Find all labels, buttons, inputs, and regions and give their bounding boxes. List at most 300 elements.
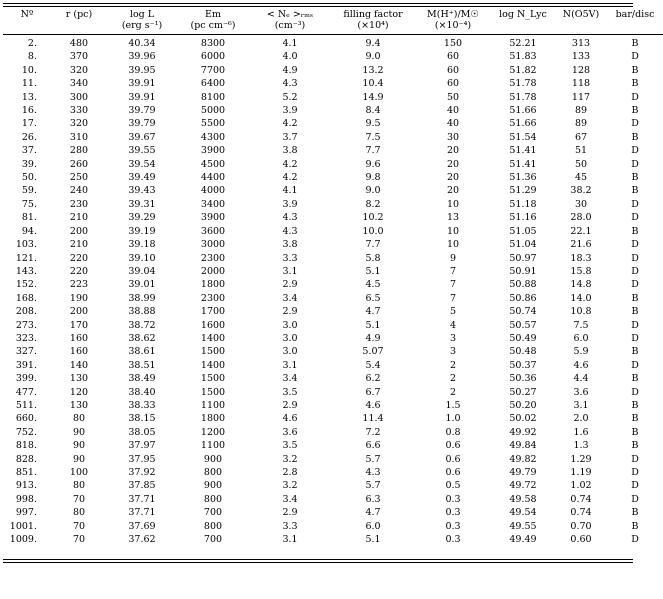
table-row (3, 104, 663, 117)
table-cell: 2. (27, 38, 37, 49)
table-cell: 1.0 (445, 413, 461, 425)
table-row (3, 35, 663, 51)
table-cell: 2 (449, 373, 457, 385)
table-cell: 39. (21, 158, 37, 170)
table-cell: 3.6 (282, 426, 298, 438)
table-row (3, 345, 663, 358)
table-cell: 39.43 (128, 185, 156, 197)
table-cell: B (631, 507, 639, 519)
table-cell: 51.05 (509, 225, 537, 237)
table-cell: B (631, 426, 639, 438)
table-cell: 49.82 (509, 453, 537, 465)
table-cell: B (631, 78, 639, 90)
table-cell: 7.2 (365, 426, 381, 438)
table-cell: 4.2 (282, 158, 298, 170)
table-cell: 38.49 (128, 373, 156, 385)
column-header-label: N(O5V) (562, 9, 600, 20)
bottom-rule (3, 559, 633, 563)
table-cell: 1600 (200, 319, 226, 331)
table-cell: 39.79 (128, 105, 156, 117)
table-cell: 3 (449, 332, 457, 344)
table-cell: B (631, 520, 639, 532)
table-cell: 273. (15, 319, 37, 331)
table-cell: 4.5 (365, 279, 381, 291)
table-row (3, 533, 663, 546)
table-cell: 10.0 (362, 225, 384, 237)
table-cell: 0.70 (570, 520, 592, 532)
table-cell: 511. (15, 399, 37, 411)
table-cell: 9.5 (365, 118, 381, 130)
table-cell: 18.3 (570, 252, 592, 264)
table-row (3, 520, 663, 533)
table-cell: 4.1 (282, 185, 298, 197)
table-cell: 50.86 (509, 292, 537, 304)
table-cell: 39.91 (128, 91, 156, 103)
table-cell: 49.55 (509, 520, 537, 532)
table-cell: 50. (21, 172, 37, 184)
table-cell: 0.8 (445, 426, 461, 438)
table-cell: 39.10 (128, 252, 156, 264)
table-cell: 370 (69, 51, 89, 63)
table-row (3, 372, 663, 385)
table-cell: 100 (69, 467, 89, 478)
table-cell: 310 (69, 131, 89, 143)
table-cell: 49.79 (509, 467, 537, 478)
table-cell: 51.82 (509, 64, 537, 76)
table-cell: 168. (15, 292, 37, 304)
table-cell: D (631, 252, 639, 264)
table-cell: B (631, 306, 639, 318)
table-row (3, 386, 663, 399)
table-cell: 37.69 (128, 520, 156, 532)
table-cell: 14.8 (570, 279, 592, 291)
table-cell: 399. (15, 373, 37, 385)
table-cell: 51.78 (509, 78, 537, 90)
table-cell: 60 (446, 78, 460, 90)
table-cell: 37.95 (128, 453, 156, 465)
table-cell: 22.1 (570, 225, 592, 237)
table-cell: B (631, 131, 639, 143)
table-cell: 152. (15, 279, 37, 291)
table-cell: 330 (69, 105, 89, 117)
table-cell: 3000 (200, 239, 226, 251)
table-cell: 5.9 (573, 346, 589, 358)
table-row (3, 466, 663, 479)
table-cell: 4.3 (282, 212, 298, 224)
table-cell: 11.4 (362, 413, 384, 425)
table-cell: 37.62 (128, 534, 156, 546)
table-cell: 3900 (200, 212, 226, 224)
table-cell: 37. (21, 145, 37, 157)
table-cell: 50.36 (509, 373, 537, 385)
table-cell: 2.8 (282, 467, 298, 478)
table-cell: 51.41 (509, 145, 537, 157)
table-cell: 39.31 (128, 198, 156, 210)
table-cell: 10.4 (362, 78, 384, 90)
table-cell: 1100 (200, 440, 226, 452)
table-cell: 50.37 (509, 359, 537, 371)
column-header-unit: (×10⁻⁴) (434, 20, 472, 31)
table-cell: B (631, 440, 639, 452)
data-table (3, 7, 663, 546)
table-cell: D (631, 158, 639, 170)
table-cell: 250 (69, 172, 89, 184)
table-cell: 50.20 (509, 399, 537, 411)
table-cell: 2.9 (282, 279, 298, 291)
table-cell: 700 (203, 507, 223, 519)
table-cell: 4500 (200, 158, 226, 170)
table-cell: 17. (21, 118, 37, 130)
table-cell: 2 (449, 386, 457, 398)
table-cell: 39.54 (128, 158, 156, 170)
table-cell: 4.1 (282, 38, 298, 49)
table-cell: 49.49 (509, 534, 537, 546)
column-header (415, 7, 491, 35)
table-cell: 39.55 (128, 145, 156, 157)
table-cell: 752. (15, 426, 37, 438)
table-cell: 4300 (200, 131, 226, 143)
table-cell: 140 (69, 359, 89, 371)
table-cell: B (631, 38, 639, 49)
table-cell: 3.0 (282, 319, 298, 331)
table-cell: 90 (72, 426, 86, 438)
table-cell: 50.74 (509, 306, 537, 318)
table-cell: 4.4 (573, 373, 589, 385)
table-row (3, 252, 663, 265)
column-header (51, 7, 107, 35)
table-cell: 3.8 (282, 145, 298, 157)
table-cell: 208. (15, 306, 37, 318)
table-cell: 220 (69, 265, 89, 277)
column-header (555, 7, 607, 35)
table-cell: 913. (15, 480, 37, 492)
table-cell: 0.6 (445, 453, 461, 465)
table-cell: B (631, 346, 639, 358)
table-cell: 20 (446, 185, 460, 197)
table-cell: 300 (69, 91, 89, 103)
table-cell: 1700 (200, 306, 226, 318)
column-header-label: filling factor (343, 9, 403, 20)
table-cell: 150 (443, 38, 463, 49)
table-cell: 223 (69, 279, 89, 291)
table-cell: B (631, 172, 639, 184)
column-header-label: log N_Lyc (499, 9, 547, 20)
column-header-unit: (pc cm⁻⁶) (190, 20, 236, 31)
table-cell: 30 (574, 198, 588, 210)
table-cell: 5.4 (365, 359, 381, 371)
table-cell: 818. (15, 440, 37, 452)
table-cell: 80 (72, 507, 86, 519)
table-cell: 10.8 (570, 306, 592, 318)
table-row (3, 265, 663, 278)
table-cell: 1.29 (570, 453, 592, 465)
table-cell: 60 (446, 51, 460, 63)
table-cell: 3.0 (282, 332, 298, 344)
column-header-label: < Nₑ >ᵣₘₛ (266, 9, 314, 20)
table-row (3, 64, 663, 77)
table-row (3, 117, 663, 130)
table-cell: 70 (72, 520, 86, 532)
table-cell: 9.0 (365, 51, 381, 63)
table-cell: 828. (15, 453, 37, 465)
table-cell: 130 (69, 373, 89, 385)
table-cell: 38.88 (128, 306, 156, 318)
column-header (249, 7, 331, 35)
table-cell: 118 (571, 78, 591, 90)
table-cell: 1800 (200, 279, 226, 291)
table-cell: 6400 (200, 78, 226, 90)
table-cell: 3.3 (282, 520, 298, 532)
table-cell: 143. (15, 265, 37, 277)
table-cell: 2.9 (282, 306, 298, 318)
table-cell: D (631, 453, 639, 465)
table-cell: 51.18 (509, 198, 537, 210)
table-cell: 14.0 (570, 292, 592, 304)
table-cell: 13. (21, 91, 37, 103)
table-cell: 0.74 (570, 493, 592, 505)
table-cell: 16. (21, 105, 37, 117)
table-cell: 2.9 (282, 399, 298, 411)
table-cell: 2 (449, 359, 457, 371)
table-cell: 11. (21, 78, 37, 90)
table-cell: 49.72 (509, 480, 537, 492)
table-row (3, 292, 663, 305)
table-cell: 210 (69, 212, 89, 224)
table-cell: 39.04 (128, 265, 156, 277)
table-cell: 49.58 (509, 493, 537, 505)
column-header-label: log L (129, 9, 155, 20)
table-row (3, 412, 663, 425)
table-cell: 3.4 (282, 493, 298, 505)
table-cell: 50 (574, 158, 588, 170)
table-cell: 51.54 (509, 131, 537, 143)
column-header (491, 7, 555, 35)
table-cell: 10 (446, 239, 460, 251)
table-cell: 133 (571, 51, 591, 63)
table-cell: 38.15 (128, 413, 156, 425)
table-cell: 4.7 (365, 306, 381, 318)
table-cell: 4.2 (282, 118, 298, 130)
table-cell: 70 (72, 493, 86, 505)
table-cell: 38.72 (128, 319, 156, 331)
table-cell: 20 (446, 172, 460, 184)
table-cell: 1.3 (573, 440, 589, 452)
table-body (3, 35, 663, 547)
table-cell: D (631, 212, 639, 224)
table-cell: 4000 (200, 185, 226, 197)
table-row (3, 91, 663, 104)
table-cell: 7.7 (365, 239, 381, 251)
table-cell: 160 (69, 346, 89, 358)
table-cell: 38.40 (128, 386, 156, 398)
table-cell: 75. (21, 198, 37, 210)
table-cell: 51.29 (509, 185, 537, 197)
table-cell: 80 (72, 480, 86, 492)
column-header-unit: (cm⁻³) (274, 20, 306, 31)
table-cell: 3.1 (282, 359, 298, 371)
table-cell: 60 (446, 64, 460, 76)
table-cell: 49.54 (509, 507, 537, 519)
table-row (3, 305, 663, 318)
table-cell: 391. (15, 359, 37, 371)
table-cell: 2300 (200, 292, 226, 304)
table-cell: B (631, 399, 639, 411)
table-row (3, 426, 663, 439)
table-cell: 37.92 (128, 467, 156, 478)
table-cell: 3.2 (282, 453, 298, 465)
table-cell: 21.6 (570, 239, 592, 251)
table-cell: 0.3 (445, 493, 461, 505)
table-cell: 6000 (200, 51, 226, 63)
table-cell: 3.1 (282, 534, 298, 546)
table-cell: 51.16 (509, 212, 537, 224)
table-cell: 3 (449, 346, 457, 358)
table-cell: 14.9 (362, 91, 384, 103)
table-cell: 5.1 (365, 265, 381, 277)
table-cell: 13 (446, 212, 460, 224)
table-cell: 3.1 (282, 265, 298, 277)
table-cell: 50 (446, 91, 460, 103)
table-cell: 39.49 (128, 172, 156, 184)
table-cell: B (631, 105, 639, 117)
table-cell: 37.85 (128, 480, 156, 492)
table-cell: 39.19 (128, 225, 156, 237)
table-cell: 128 (571, 64, 591, 76)
table-cell: 39.67 (128, 131, 156, 143)
table-cell: 30 (446, 131, 460, 143)
table-cell: 210 (69, 239, 89, 251)
table-cell: 20 (446, 158, 460, 170)
table-cell: 89 (574, 118, 588, 130)
table-cell: 7 (449, 279, 457, 291)
column-header (3, 7, 51, 35)
table-cell: D (631, 51, 639, 63)
table-row (3, 453, 663, 466)
table-cell: D (631, 265, 639, 277)
table-row (3, 131, 663, 144)
table-cell: D (631, 279, 639, 291)
table-cell: 3.6 (573, 386, 589, 398)
table-cell: 5.7 (365, 453, 381, 465)
table-cell: 15.8 (570, 265, 592, 277)
table-cell: 81. (21, 212, 37, 224)
table-cell: 8. (27, 51, 37, 63)
table-cell: 220 (69, 252, 89, 264)
table-cell: 120 (69, 386, 89, 398)
table-cell: D (631, 534, 639, 546)
table-cell: 0.3 (445, 520, 461, 532)
table-cell: 1500 (200, 346, 226, 358)
table-cell: 3.4 (282, 373, 298, 385)
table-cell: 39.29 (128, 212, 156, 224)
table-cell: B (631, 292, 639, 304)
table-cell: 0.5 (445, 480, 461, 492)
table-cell: 5000 (200, 105, 226, 117)
table-cell: 1.5 (445, 399, 461, 411)
table-cell: 117 (571, 91, 591, 103)
table-cell: 320 (69, 64, 89, 76)
table-cell: 4.6 (365, 399, 381, 411)
table-cell: 3.7 (282, 131, 298, 143)
column-header (607, 7, 663, 35)
table-row (3, 319, 663, 332)
table-cell: 200 (69, 225, 89, 237)
table-cell: 4.9 (365, 332, 381, 344)
table-row (3, 506, 663, 519)
column-header-label: Em (205, 9, 221, 20)
table-cell: 3.1 (573, 399, 589, 411)
table-cell: 51.66 (509, 118, 537, 130)
table-cell: 4.9 (282, 64, 298, 76)
table-cell: D (631, 359, 639, 371)
table-cell: 38.51 (128, 359, 156, 371)
table-cell: 6.0 (365, 520, 381, 532)
table-row (3, 399, 663, 412)
table-cell: 67 (574, 131, 588, 143)
table-cell: 7.5 (573, 319, 589, 331)
table-cell: 10.2 (362, 212, 384, 224)
table-cell: 51.04 (509, 239, 537, 251)
table-row (3, 225, 663, 238)
table-cell: 130 (69, 399, 89, 411)
table-cell: 0.3 (445, 534, 461, 546)
table-cell: B (631, 185, 639, 197)
table-cell: 3.3 (282, 252, 298, 264)
table-cell: 5500 (200, 118, 226, 130)
table-cell: 3.9 (282, 198, 298, 210)
table-cell: 9 (449, 252, 457, 264)
table-cell: B (631, 64, 639, 76)
column-header (107, 7, 177, 35)
table-cell: 5 (449, 306, 457, 318)
table-cell: 50.49 (509, 332, 537, 344)
table-cell: 49.92 (509, 426, 537, 438)
table-cell: D (631, 319, 639, 331)
table-cell: 3400 (200, 198, 226, 210)
table-cell: 4.3 (282, 78, 298, 90)
table-cell: 998. (15, 493, 37, 505)
table-row (3, 493, 663, 506)
table-cell: 1500 (200, 386, 226, 398)
table-cell: 89 (574, 105, 588, 117)
table-cell: 1.6 (573, 426, 589, 438)
table-cell: 3.9 (282, 105, 298, 117)
table-cell: 20 (446, 145, 460, 157)
table-cell: 800 (203, 520, 223, 532)
table-cell: 340 (69, 78, 89, 90)
table-cell: B (631, 413, 639, 425)
table-row (3, 211, 663, 224)
table-cell: 170 (69, 319, 89, 331)
table-cell: 3.5 (282, 386, 298, 398)
table-cell: 10. (21, 64, 37, 76)
table-cell: 3.0 (282, 346, 298, 358)
table-cell: 7 (449, 265, 457, 277)
table-cell: 7700 (200, 64, 226, 76)
table-cell: 160 (69, 332, 89, 344)
table-row (3, 332, 663, 345)
table-cell: 51 (574, 145, 588, 157)
table-cell: 26. (21, 131, 37, 143)
table-cell: 40.34 (128, 38, 156, 49)
table-cell: 37.71 (128, 493, 156, 505)
table-cell: D (631, 145, 639, 157)
table-cell: 8100 (200, 91, 226, 103)
table-cell: 4 (449, 319, 457, 331)
table-cell: 0.60 (570, 534, 592, 546)
table-cell: 2.0 (573, 413, 589, 425)
table-cell: 3900 (200, 145, 226, 157)
